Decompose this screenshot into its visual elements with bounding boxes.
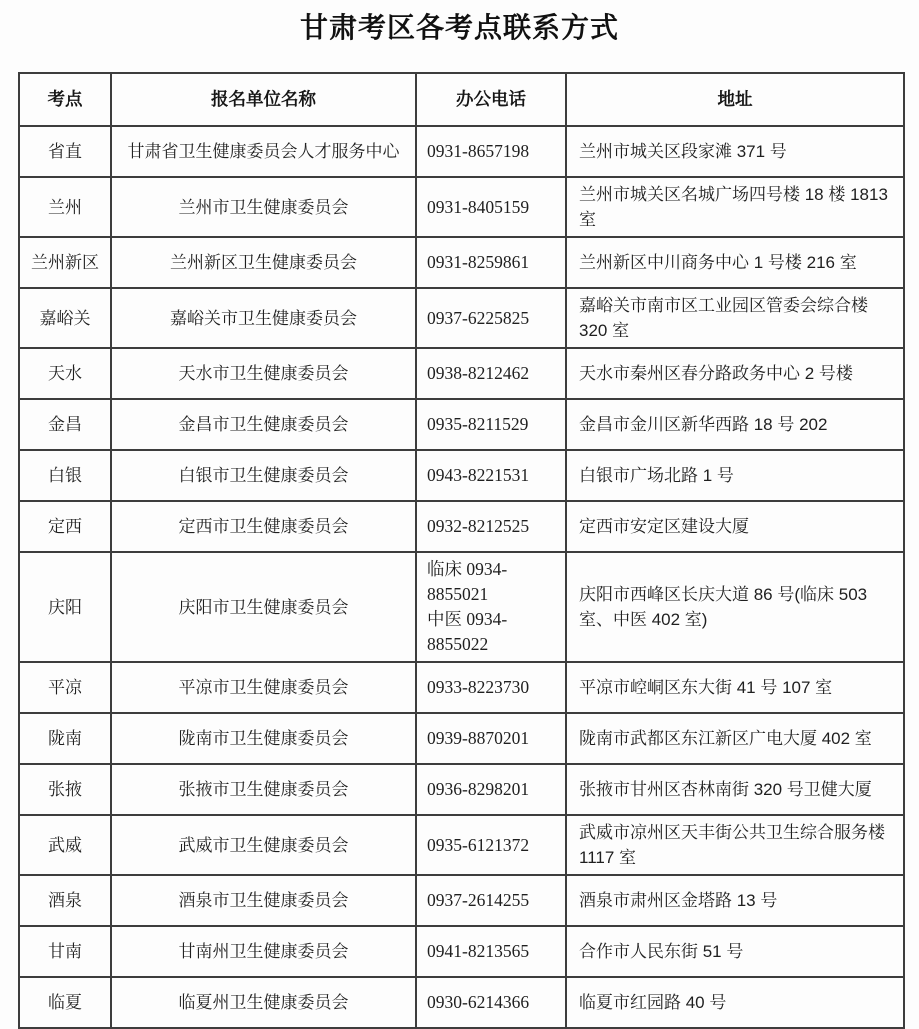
table-row (19, 237, 904, 288)
header-unit: 报名单位名称 (111, 73, 416, 126)
cell-address: 嘉峪关市南市区工业园区管委会综合楼 320 室 (566, 288, 904, 348)
table-row (19, 348, 904, 399)
cell-unit-name: 临夏州卫生健康委员会 (111, 977, 416, 1028)
table-row (19, 450, 904, 501)
table-row (19, 977, 904, 1028)
table-header (19, 73, 904, 126)
cell-phone: 0941-8213565 (416, 926, 566, 977)
cell-phone: 0937-2614255 (416, 875, 566, 926)
cell-phone: 0939-8870201 (416, 713, 566, 764)
header-site: 考点 (19, 73, 111, 126)
header-address: 地址 (566, 73, 904, 126)
cell-exam-site: 天水 (19, 348, 111, 399)
cell-unit-name: 甘肃省卫生健康委员会人才服务中心 (111, 126, 416, 177)
cell-unit-name: 兰州市卫生健康委员会 (111, 177, 416, 237)
cell-phone: 0937-6225825 (416, 288, 566, 348)
cell-exam-site: 张掖 (19, 764, 111, 815)
cell-phone: 0932-8212525 (416, 501, 566, 552)
cell-phone: 0935-8211529 (416, 399, 566, 450)
cell-unit-name: 金昌市卫生健康委员会 (111, 399, 416, 450)
cell-phone: 0935-6121372 (416, 815, 566, 875)
cell-exam-site: 定西 (19, 501, 111, 552)
cell-address: 合作市人民东街 51 号 (566, 926, 904, 977)
table-row (19, 764, 904, 815)
cell-exam-site: 嘉峪关 (19, 288, 111, 348)
page-title: 甘肃考区各考点联系方式 (299, 12, 619, 43)
cell-unit-name: 酒泉市卫生健康委员会 (111, 875, 416, 926)
table-row (19, 713, 904, 764)
cell-exam-site: 省直 (19, 126, 111, 177)
header-row (19, 73, 904, 126)
cell-exam-site: 兰州 (19, 177, 111, 237)
cell-unit-name: 武威市卫生健康委员会 (111, 815, 416, 875)
cell-address: 张掖市甘州区杏林南街 320 号卫健大厦 (566, 764, 904, 815)
cell-unit-name: 庆阳市卫生健康委员会 (111, 552, 416, 662)
cell-address: 天水市秦州区春分路政务中心 2 号楼 (566, 348, 904, 399)
cell-address: 定西市安定区建设大厦 (566, 501, 904, 552)
header-phone: 办公电话 (416, 73, 566, 126)
cell-unit-name: 平凉市卫生健康委员会 (111, 662, 416, 713)
table-row (19, 177, 904, 237)
cell-address: 庆阳市西峰区长庆大道 86 号(临床 503 室、中医 402 室) (566, 552, 904, 662)
table-row (19, 552, 904, 662)
cell-exam-site: 金昌 (19, 399, 111, 450)
cell-exam-site: 甘南 (19, 926, 111, 977)
cell-unit-name: 兰州新区卫生健康委员会 (111, 237, 416, 288)
table-row (19, 815, 904, 875)
table-row (19, 926, 904, 977)
cell-unit-name: 甘南州卫生健康委员会 (111, 926, 416, 977)
cell-phone: 0943-8221531 (416, 450, 566, 501)
cell-address: 临夏市红园路 40 号 (566, 977, 904, 1028)
cell-phone: 0936-8298201 (416, 764, 566, 815)
table-row (19, 501, 904, 552)
cell-phone: 0931-8657198 (416, 126, 566, 177)
cell-unit-name: 嘉峪关市卫生健康委员会 (111, 288, 416, 348)
table-row (19, 126, 904, 177)
contact-table (18, 72, 905, 1029)
cell-phone: 0933-8223730 (416, 662, 566, 713)
table-row (19, 662, 904, 713)
cell-exam-site: 庆阳 (19, 552, 111, 662)
cell-exam-site: 武威 (19, 815, 111, 875)
cell-address: 平凉市崆峒区东大街 41 号 107 室 (566, 662, 904, 713)
table-body (19, 126, 904, 1028)
cell-address: 兰州新区中川商务中心 1 号楼 216 室 (566, 237, 904, 288)
cell-unit-name: 张掖市卫生健康委员会 (111, 764, 416, 815)
table-row (19, 288, 904, 348)
cell-unit-name: 定西市卫生健康委员会 (111, 501, 416, 552)
cell-address: 兰州市城关区名城广场四号楼 18 楼 1813 室 (566, 177, 904, 237)
cell-address: 酒泉市肃州区金塔路 13 号 (566, 875, 904, 926)
cell-exam-site: 临夏 (19, 977, 111, 1028)
cell-address: 武威市凉州区天丰街公共卫生综合服务楼 1117 室 (566, 815, 904, 875)
cell-address: 陇南市武都区东江新区广电大厦 402 室 (566, 713, 904, 764)
cell-phone: 0931-8259861 (416, 237, 566, 288)
cell-exam-site: 酒泉 (19, 875, 111, 926)
cell-exam-site: 兰州新区 (19, 237, 111, 288)
cell-address: 金昌市金川区新华西路 18 号 202 (566, 399, 904, 450)
cell-exam-site: 白银 (19, 450, 111, 501)
table-row (19, 875, 904, 926)
cell-unit-name: 陇南市卫生健康委员会 (111, 713, 416, 764)
cell-address: 兰州市城关区段家滩 371 号 (566, 126, 904, 177)
cell-unit-name: 白银市卫生健康委员会 (111, 450, 416, 501)
cell-phone: 0938-8212462 (416, 348, 566, 399)
cell-address: 白银市广场北路 1 号 (566, 450, 904, 501)
cell-exam-site: 陇南 (19, 713, 111, 764)
cell-exam-site: 平凉 (19, 662, 111, 713)
cell-phone: 0930-6214366 (416, 977, 566, 1028)
cell-phone: 0931-8405159 (416, 177, 566, 237)
table-row (19, 399, 904, 450)
cell-phone: 临床 0934-8855021 中医 0934-8855022 (416, 552, 566, 662)
cell-unit-name: 天水市卫生健康委员会 (111, 348, 416, 399)
